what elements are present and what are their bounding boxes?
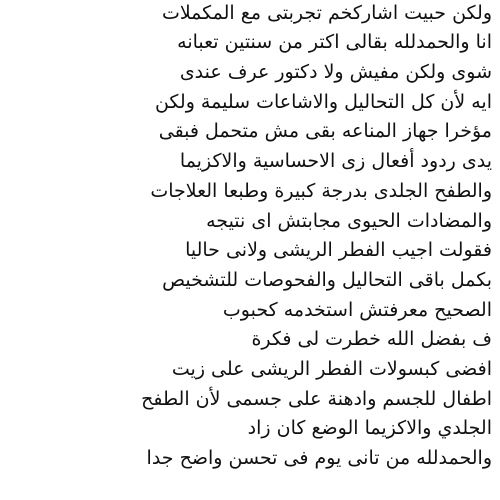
message-text xyxy=(12,0,492,474)
message-line: فقولت اجيب الفطر الريشى ولانى حاليا xyxy=(185,239,492,262)
message-line: والحمدلله من تانى يوم فى تحسن واضح جدا xyxy=(146,447,492,469)
message-line: يدى ردود أفعال زى الاحساسية والاكزيما xyxy=(179,150,492,173)
message-line: الجلدي والاكزيما الوضع كان زاد xyxy=(247,417,492,440)
message-line: ايه لأن كل التحاليل والاشاعات سليمة ولكن xyxy=(154,90,492,113)
message-line: الصحيح معرفتش استخدمه كحبوب xyxy=(222,298,492,321)
message-line: شوى ولكن مفيش ولا دكتور عرف عندى xyxy=(179,61,492,84)
message-line: بكمل باقى التحاليل والفحوصات للتشخيص xyxy=(162,268,492,291)
message-line: والمضادات الحيوى مجابتش اى نتيجه xyxy=(206,209,492,232)
message-line: ولكن حبيت اشاركخم تجربتى مع المكملات xyxy=(161,1,492,24)
message-line: انا والحمدلله بقالى اكتر من سنتين تعبانه xyxy=(177,31,492,54)
message-line: اطفال للجسم وادهنة على جسمى لأن الطفح xyxy=(141,387,492,410)
message-line: ف بفضل الله خطرت لى فكرة xyxy=(251,328,492,351)
message-line: والطفح الجلدى بدرجة كبيرة وطبعا العلاجات xyxy=(150,179,492,202)
message-line: افضى كبسولات الفطر الريشى على زيت xyxy=(171,357,492,380)
message-line: مؤخرا جهاز المناعه بقى مش متحمل فبقى xyxy=(158,120,492,143)
